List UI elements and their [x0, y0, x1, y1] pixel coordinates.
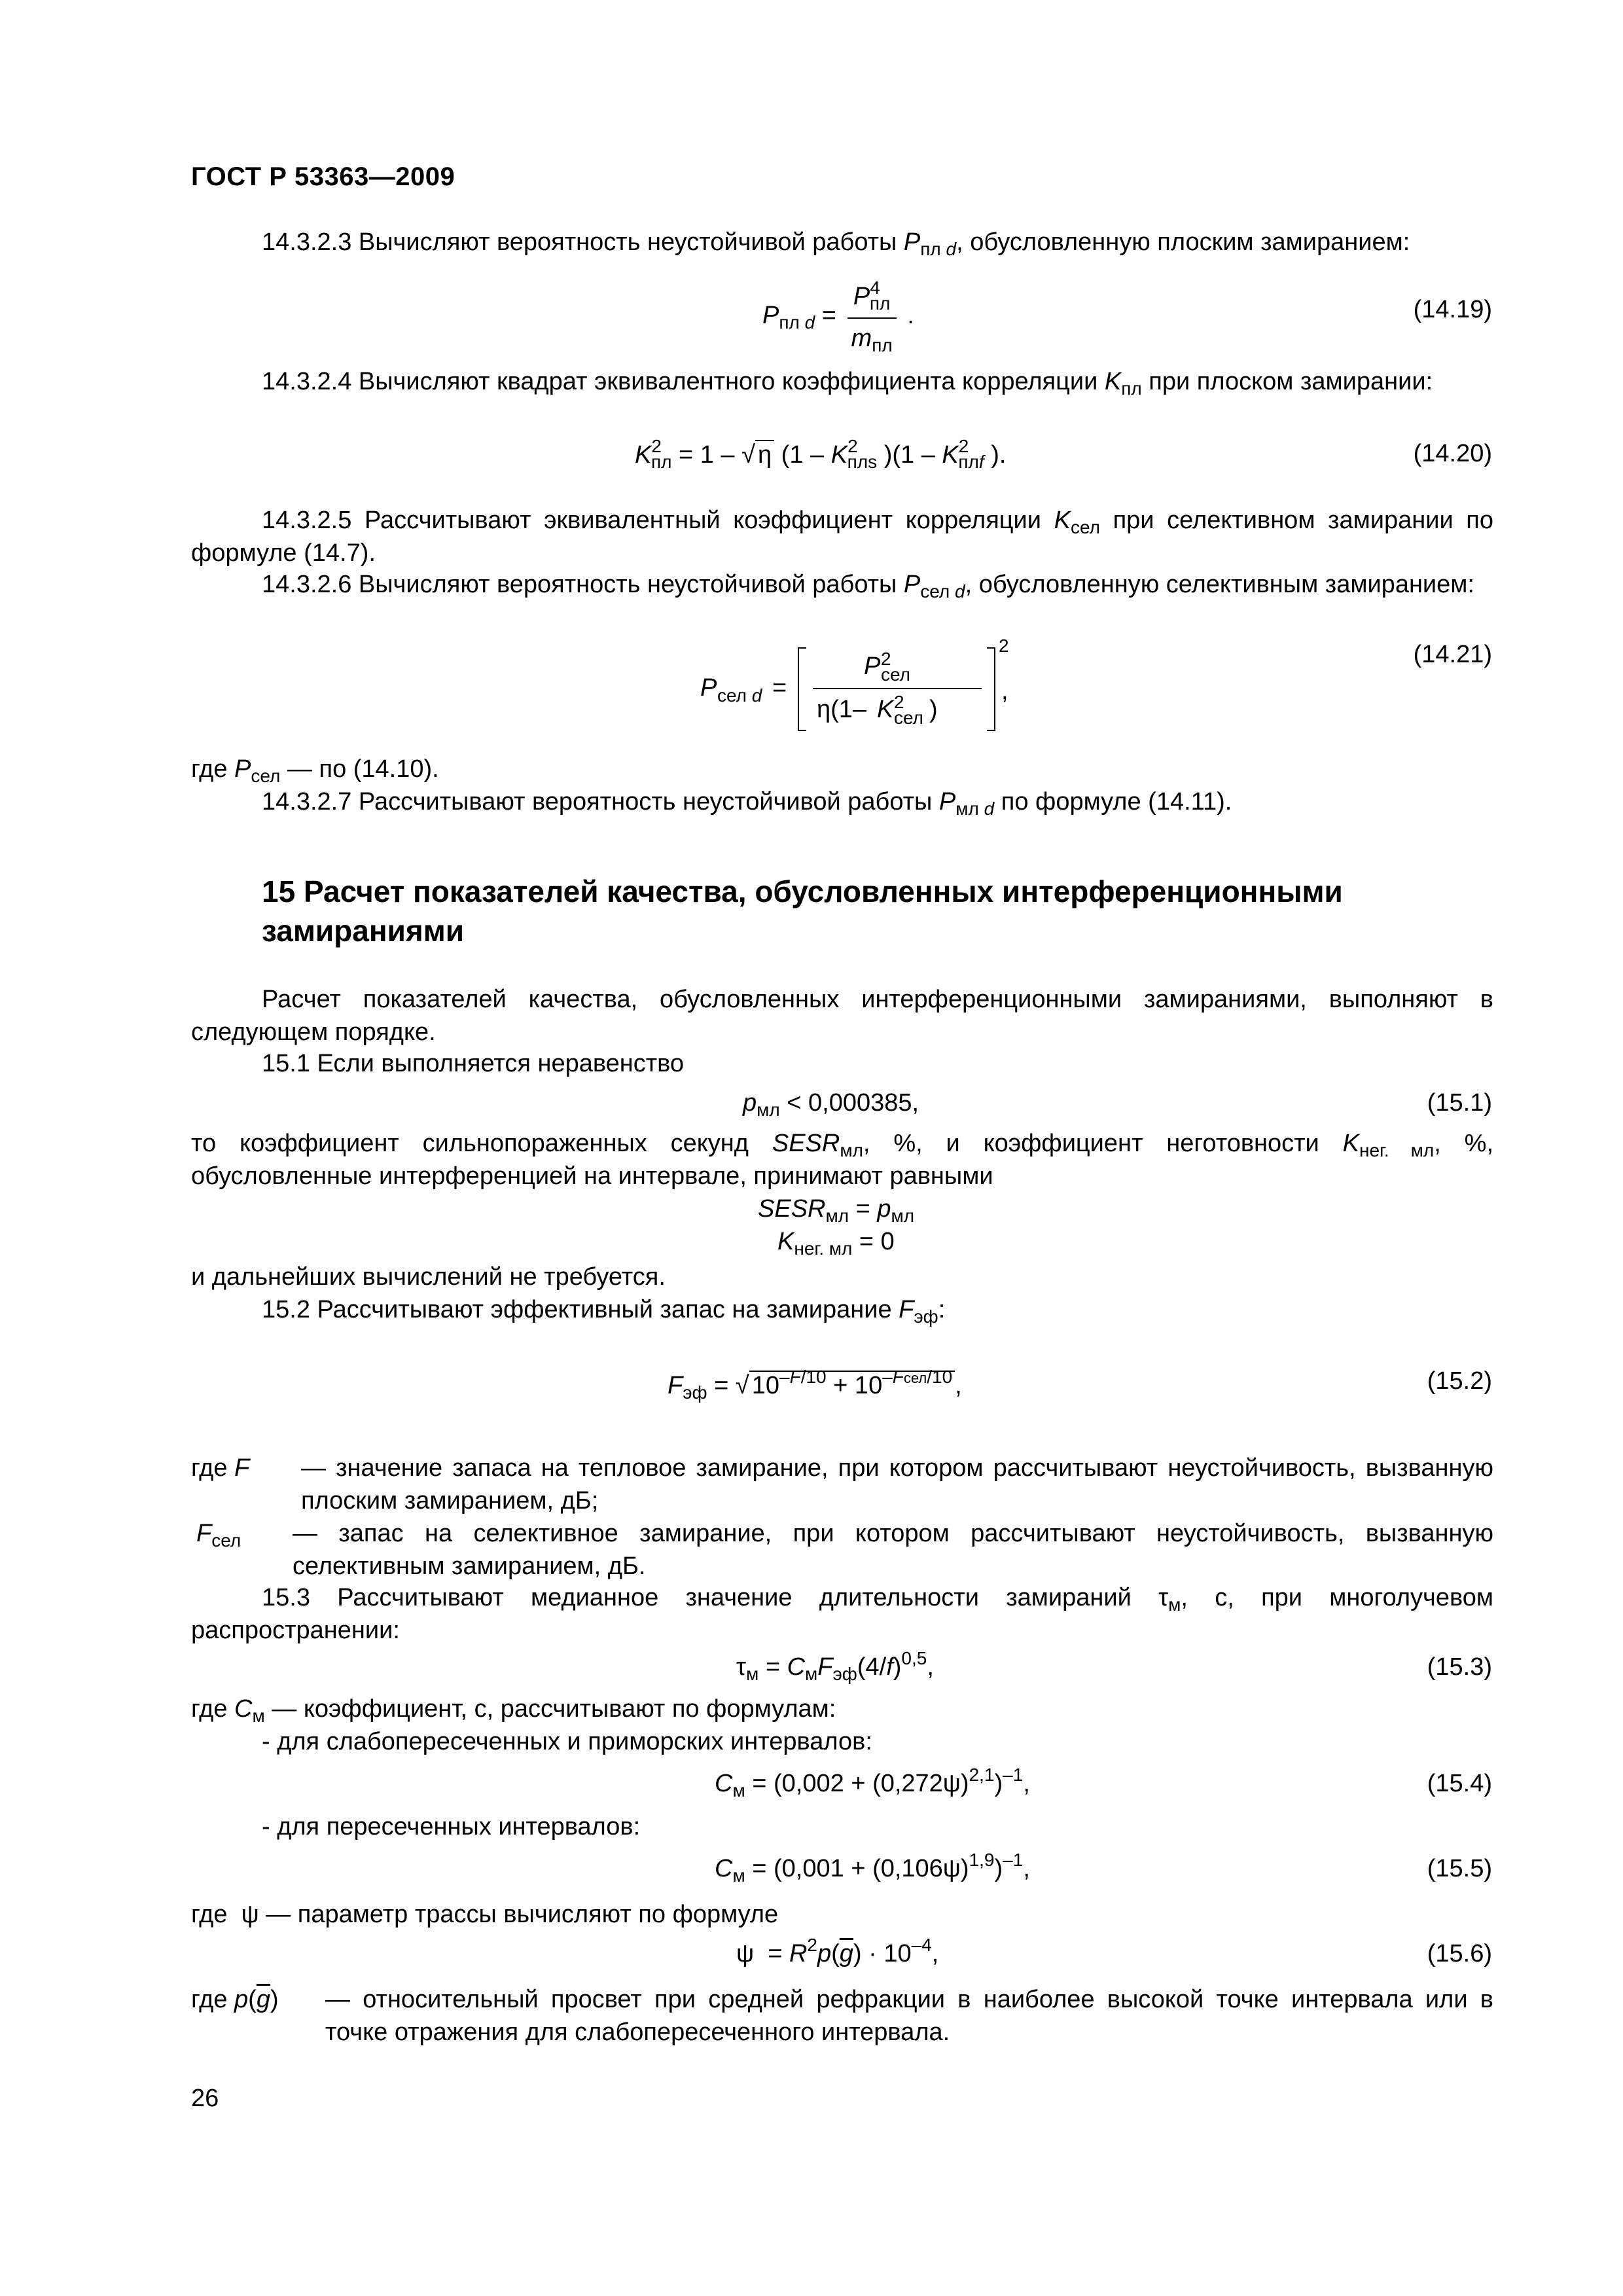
paragraph-15-3: 15.3 Рассчитывают медианное значение длительности замираний $\tau_м$, с, при многолучевом распространении:	[191, 1584, 1493, 1644]
svg-text:2: 2	[881, 649, 891, 669]
bullet-rough: - для пересеченных интервалов:	[262, 1813, 641, 1840]
svg-text:): )	[929, 696, 938, 723]
equation-number: (15.1)	[1427, 1089, 1492, 1117]
page-number: 26	[191, 2085, 219, 2112]
paragraph-14-3-2-5: 14.3.2.5 Рассчитывают эквивалентный коэффициент корреляции $K_{сел}$ при селективном замирании по формуле (14.7).	[191, 507, 1493, 567]
formula-sesr: $SESR_{мл} = p_{мл}$	[758, 1195, 915, 1226]
paragraph-14-3-2-3: 14.3.2.3 Вычисляют вероятность неустойчивой работы $P_{пл d}$, обусловленную плоским замиранием:	[262, 228, 1410, 259]
formula-15-3: $\tau_м = C_мF_{эф}(4/f)^{0,5}$,	[736, 1648, 934, 1684]
formula-15-1: $p_{мл} < 0,000385$,	[743, 1089, 919, 1120]
where-F-lead: где F	[191, 1454, 250, 1482]
paragraph-15-1: 15.1 Если выполняется неравенство	[262, 1050, 685, 1077]
svg-text:2: 2	[999, 636, 1009, 656]
where-Fsel-lead: $F_{сел}$	[196, 1520, 241, 1551]
where-pg-text: — относительный просвет при средней рефракции в наиболее высокой точке интервала или в точке отражения для слабопересеченного интервала.	[325, 1986, 1493, 2046]
paragraph-15-1-end: и дальнейших вычислений не требуется.	[191, 1263, 666, 1291]
formula-15-5: $C_м = (0,001 + (0,106\psi)^{1,9})^{-1}$,	[715, 1850, 1030, 1886]
svg-text:,: ,	[1001, 677, 1008, 705]
paragraph-14-3-2-7: 14.3.2.7 Рассчитывают вероятность неустойчивой работы $P_{мл d}$ по формуле (14.11).	[262, 788, 1232, 819]
where-psi: где ψ — параметр трассы вычисляют по формуле	[191, 1901, 779, 1928]
equation-number: (15.6)	[1427, 1940, 1492, 1967]
svg-text:K: K	[877, 696, 894, 723]
formula-15-2: $F_{эф}$ = √ $10^{-F/10} + 10^{-Fсел/10}$ ,	[668, 1367, 962, 1403]
where-Fsel-text: — запас на селективное замирание, при котором рассчитывают неустойчивость, вызванную селективным замиранием, дБ.	[293, 1520, 1493, 1580]
where-psel: где $P_{сел}$ — по (14.10).	[191, 755, 439, 786]
formula-15-4: $C_м = (0,002 + (0,272\psi)^{2,1})^{-1}$,	[715, 1765, 1030, 1801]
equation-number: (15.5)	[1427, 1855, 1492, 1882]
where-Cm: где $C_м$ — коэффициент, с, рассчитывают по формулам:	[191, 1695, 836, 1726]
equation-number: (15.2)	[1427, 1367, 1492, 1395]
equation-number: (15.4)	[1427, 1770, 1492, 1797]
formula-kneg: $K_{нег. мл} = 0$	[777, 1228, 895, 1259]
formula-14-19: $P_{пл d}$ = $\frac{P^4_{пл}}{m_{пл}}$ .	[762, 278, 914, 355]
formula-14-21	[694, 634, 1008, 738]
formula-14-20: $K^2_{пл} = 1$ – √ η ($1 - K^2_{плs}$ )($1 - K^2_{плf}$ ).	[635, 436, 1007, 472]
where-pg-lead: где $p(\overline{g})$	[191, 1986, 279, 2013]
equation-number: (14.20)	[1413, 440, 1492, 467]
svg-text:=: =	[772, 674, 787, 702]
svg-text:P: P	[700, 674, 717, 702]
standard-header: ГОСТ Р 53363—2009	[191, 162, 455, 191]
equation-number: (14.21)	[1413, 641, 1492, 668]
equation-number: (14.19)	[1413, 296, 1492, 323]
equation-number: (15.3)	[1427, 1653, 1492, 1681]
svg-text:сел: сел	[894, 708, 923, 728]
svg-text:η(1–: η(1–	[817, 696, 867, 723]
svg-text:P: P	[864, 653, 881, 680]
section-15-intro: Расчет показателей качества, обусловленных интерференционными замираниями, выполняют в следующем порядке.	[191, 986, 1493, 1046]
where-F-text: — значение запаса на тепловое замирание, при котором рассчитывают неустойчивость, вызванную плоским замиранием, дБ;	[301, 1454, 1493, 1515]
paragraph-15-2: 15.2 Рассчитывают эффективный запас на замирание $F_{эф}$:	[262, 1296, 946, 1327]
svg-text:сел: сел	[881, 664, 910, 685]
section-15-title: 15 Расчет показателей качества, обусловленных интерференционными замираниями	[262, 874, 1343, 948]
svg-text:сел d: сел d	[717, 685, 762, 706]
paragraph-14-3-2-4: 14.3.2.4 Вычисляют квадрат эквивалентного коэффициента корреляции $K_{пл}$ при плоском замирании:	[262, 368, 1433, 399]
bullet-weakly-rough: - для слабопересеченных и приморских интервалов:	[262, 1728, 872, 1755]
svg-text:2: 2	[894, 692, 904, 712]
paragraph-15-1-then: то коэффициент сильнопораженных секунд $SESR_{мл}$, %, и коэффициент неготовности $K_{нег. мл}$, %, обусловленные интерференцией на интервале, принимают равными	[191, 1130, 1494, 1190]
paragraph-14-3-2-6: 14.3.2.6 Вычисляют вероятность неустойчивой работы $P_{сел d}$, обусловленную селективным замиранием:	[262, 571, 1474, 601]
formula-15-6: $\psi = R^2p(\overline{g}) \cdot 10^{-4}$,	[736, 1935, 939, 1967]
